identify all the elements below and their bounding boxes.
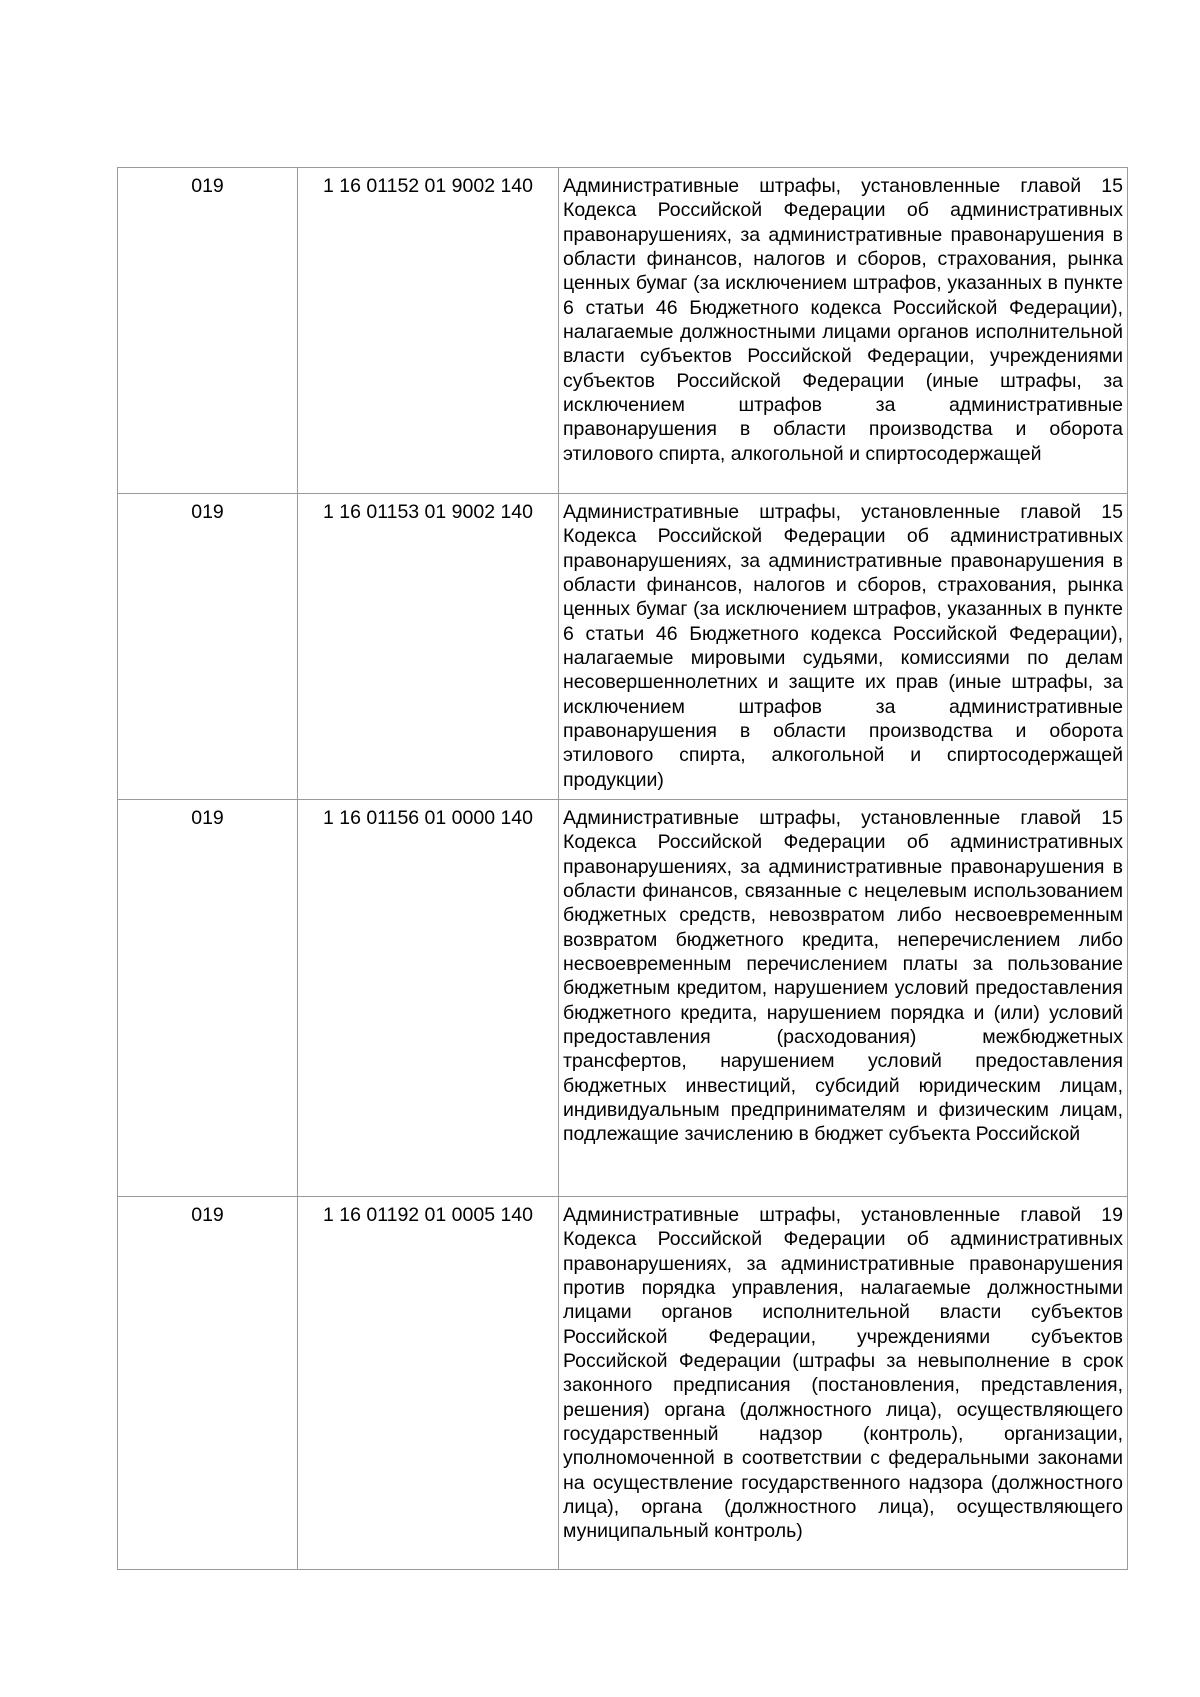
income-name-cell — [558, 1196, 1128, 1570]
income-name-text: Административные штрафы, установленные главой 15 Кодекса Российской Федерации об административных правонарушениях, за административные правонарушения в области финансов, связанные с нецелевым использованием бюджетных средств, невозвратом либо несвоевременным возвратом бюджетного кредита, неперечислением либо несвоевременным перечислением платы за пользование бюджетным кредитом, нарушением условий предоставления бюджетного кредита, нарушением порядка и (или) условий предоставления (расходования) межбюджетных трансфертов, нарушением условий предоставления бюджетных инвестиций, субсидий юридическим лицам, индивидуальным предпринимателям и физическим лицам, подлежащие зачислению в бюджет субъекта Российской — [563, 807, 1123, 1146]
admin-code-cell: 019 — [117, 1196, 297, 1570]
table-row — [117, 493, 1128, 799]
income-name-cell — [558, 493, 1128, 799]
table-row — [117, 167, 1128, 493]
kbk-code-cell: 1 16 01153 01 9002 140 — [297, 493, 558, 799]
income-name-text: Административные штрафы, установленные главой 15 Кодекса Российской Федерации об административных правонарушениях, за административные правонарушения в области финансов, налогов и сборов, страхования, рынка ценных бумаг (за исключением штрафов, указанных в пункте 6 статьи 46 Бюджетного кодекса Российской Федерации), налагаемые мировыми судьями, комиссиями по делам несовершеннолетних и защите их прав (иные штрафы, за исключением штрафов за административные правонарушения в области производства и оборота этилового спирта, алкогольной и спиртосодержащей продукции) — [563, 501, 1123, 791]
kbk-code-cell: 1 16 01152 01 9002 140 — [297, 167, 558, 493]
income-name-text: Административные штрафы, установленные главой 15 Кодекса Российской Федерации об административных правонарушениях, за административные правонарушения в области финансов, налогов и сборов, страхования, рынка ценных бумаг (за исключением штрафов, указанных в пункте 6 статьи 46 Бюджетного кодекса Российской Федерации), налагаемые должностными лицами органов исполнительной власти субъектов Российской Федерации, учреждениями субъектов Российской Федерации (иные штрафы, за исключением штрафов за административные правонарушения в области производства и оборота этилового спирта, алкогольной и спиртосодержащей — [563, 175, 1123, 465]
table-row — [117, 799, 1128, 1196]
admin-code-cell: 019 — [117, 493, 297, 799]
kbk-code-cell: 1 16 01192 01 0005 140 — [297, 1196, 558, 1570]
income-name-cell — [558, 167, 1128, 493]
income-name-cell — [558, 799, 1128, 1196]
admin-code-cell: 019 — [117, 799, 297, 1196]
admin-code-cell: 019 — [117, 167, 297, 493]
table-row — [117, 1196, 1128, 1570]
income-name-text: Административные штрафы, установленные главой 19 Кодекса Российской Федерации об административных правонарушениях, за административные правонарушения против порядка управления, налагаемые должностными лицами органов исполнительной власти субъектов Российской Федерации, учреждениями субъектов Российской Федерации (штрафы за невыполнение в срок законного предписания (постановления, представления, решения) органа (должностного лица), осуществляющего государственный надзор (контроль), организации, уполномоченной в соответствии с федеральными законами на осуществление государственного надзора (должностного лица), органа (должностного лица), осуществляющего муниципальный контроль) — [563, 1204, 1123, 1543]
kbk-code-cell: 1 16 01156 01 0000 140 — [297, 799, 558, 1196]
